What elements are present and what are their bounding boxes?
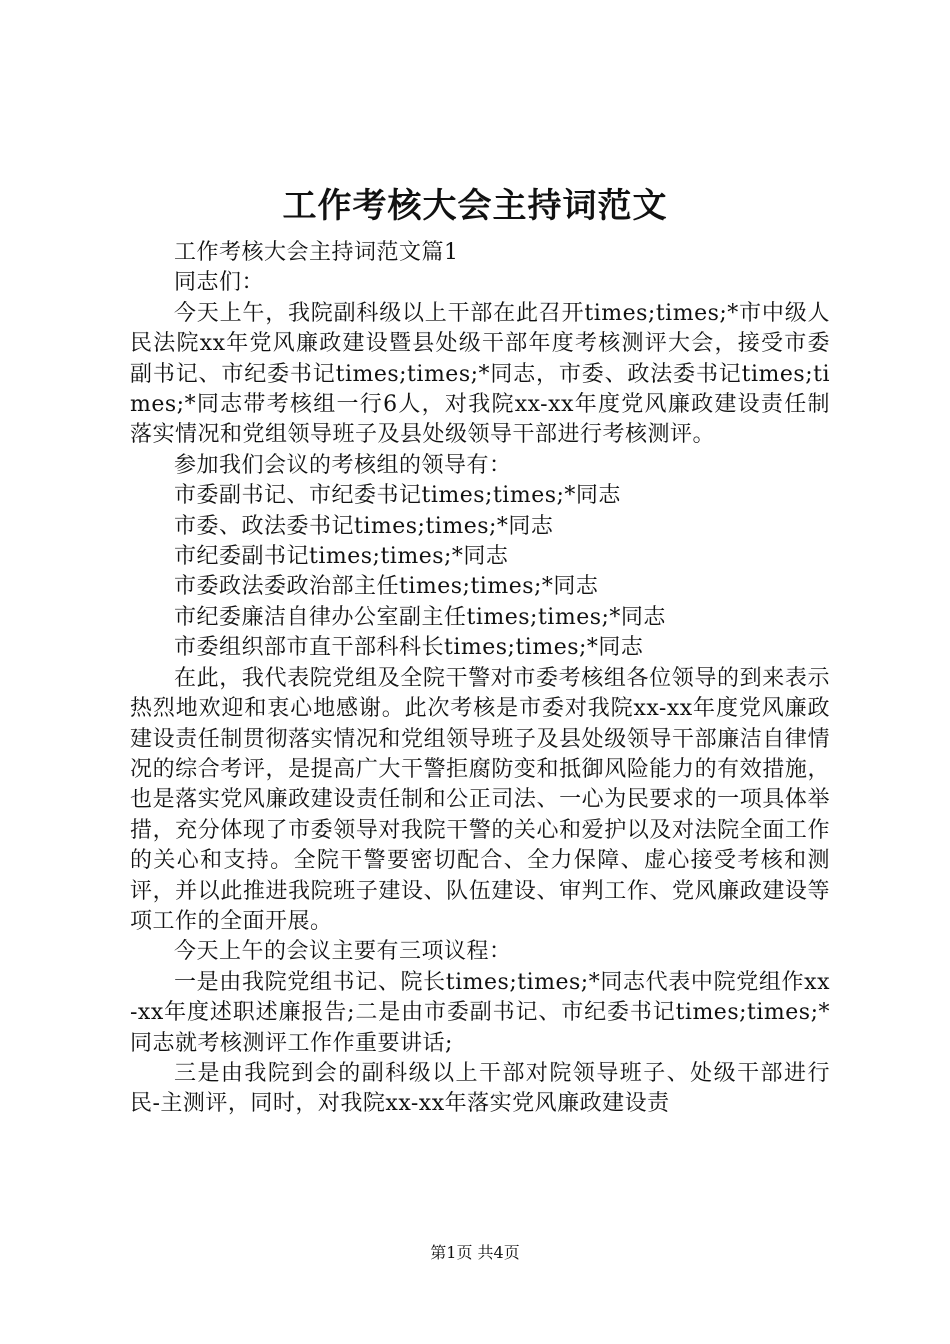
list-item: 市纪委廉洁自律办公室副主任times;times;*同志 — [174, 604, 666, 630]
page-footer — [0, 1242, 950, 1264]
document-body — [130, 238, 830, 1120]
paragraph: 一是由我院党组书记、院长times;times;*同志代表中院党组作xx-xx年度述职述廉报告;二是由市委副书记、市纪委书记times;times;*同志就考核测评工作作重要讲话; — [130, 969, 830, 1056]
section-heading: 工作考核大会主持词范文篇1 — [174, 240, 459, 265]
salutation: 同志们： — [174, 270, 265, 296]
list-item: 市纪委副书记times;times;*同志 — [174, 544, 509, 570]
paragraph: 参加我们会议的考核组的领导有： — [174, 452, 512, 478]
paragraph: 今天上午的会议主要有三项议程： — [174, 939, 512, 965]
list-item: 市委副书记、市纪委书记times;times;*同志 — [174, 483, 621, 509]
list-item: 市委组织部市直干部科科长times;times;*同志 — [174, 635, 644, 661]
document-title: 工作考核大会主持词范文 — [282, 186, 668, 226]
list-item: 市委政法委政治部主任times;times;*同志 — [174, 574, 599, 600]
paragraph: 在此，我代表院党组及全院干警对市委考核组各位领导的到来表示热烈地欢迎和衷心地感谢。此次考核是市委对我院xx-xx年度党风廉政建设责任制贯彻落实情况和党组领导班子及县处级领导干部廉洁自律情况的综合考评，是提高广大干警拒腐防变和抵御风险能力的有效措施，也是落实党风廉政建设责任制和公正司法、一心为民要求的一项具体举措，充分体现了市委领导对我院干警的关心和爱护以及对法院全面工作的关心和支持。全院干警要密切配合、全力保障、虚心接受考核和测评，并以此推进我院班子建设、队伍建设、审判工作、党风廉政建设等项工作的全面开展。 — [130, 665, 830, 934]
paragraph: 今天上午，我院副科级以上干部在此召开times;times;*市中级人民法院xx年党风廉政建设暨县处级干部年度考核测评大会，接受市委副书记、市纪委书记times;times;*同志，市委、政法委书记times;times;*同志带考核组一行6人，对我院xx-xx年度党风廉政建设责任制落实情况和党组领导班子及县处级领导干部进行考核测评。 — [130, 300, 830, 448]
list-item: 市委、政法委书记times;times;*同志 — [174, 513, 554, 539]
paragraph: 三是由我院到会的副科级以上干部对院领导班子、处级干部进行民-主测评，同时，对我院xx-xx年落实党风廉政建设责 — [130, 1060, 830, 1117]
page-number: 第1页 共4页 — [430, 1243, 520, 1262]
